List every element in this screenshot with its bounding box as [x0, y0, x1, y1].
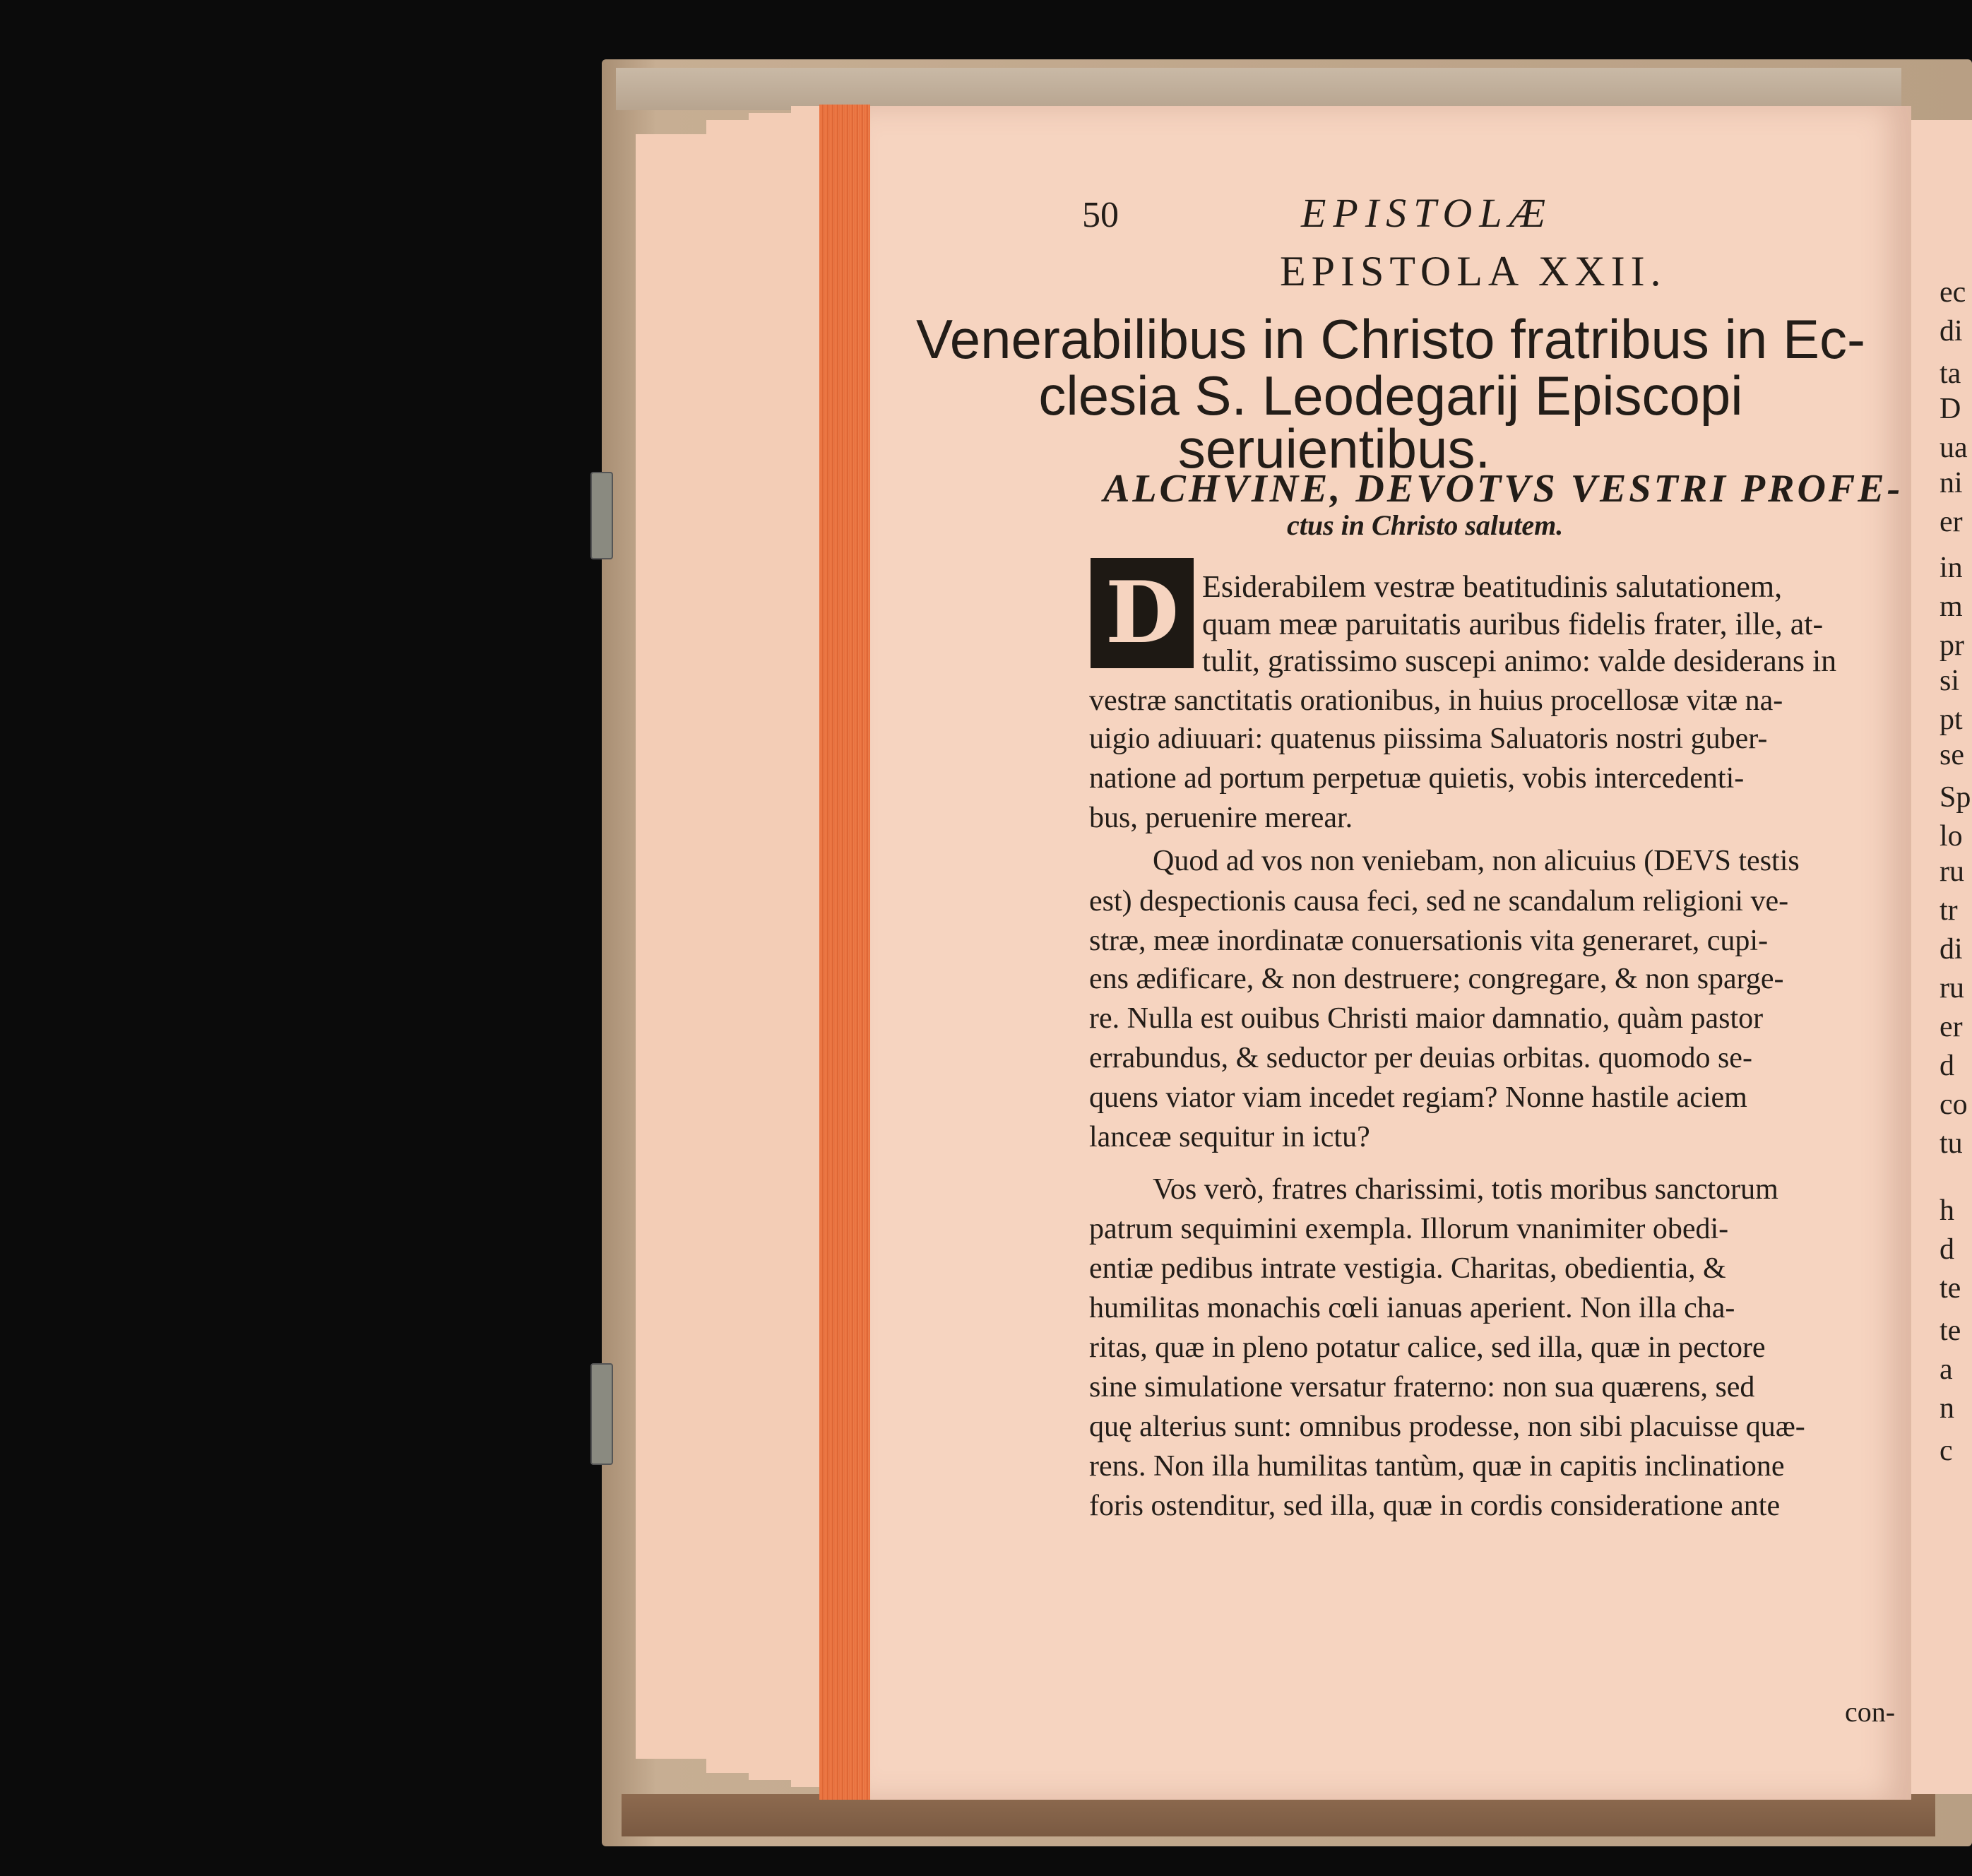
- page-edge-leaf: [636, 134, 708, 1759]
- text-line: est) despectionis causa feci, sed ne scandalum religioni ve-: [1089, 885, 1789, 918]
- text-line: quam meæ paruitatis auribus fidelis frater, ille, at-: [1202, 607, 1824, 641]
- catchword: con-: [1845, 1696, 1896, 1728]
- text-line: sine simulatione versatur fraterno: non sua quærens, sed: [1089, 1371, 1755, 1403]
- facing-page-fragment: di: [1940, 315, 1963, 348]
- facing-page-fragment: d: [1940, 1050, 1954, 1082]
- text-line: ens ædificare, & non destruere; congregare, & non sparge-: [1089, 963, 1784, 995]
- facing-page-fragment: di: [1940, 933, 1963, 966]
- facing-page-fragment: n: [1940, 1392, 1954, 1425]
- facing-page-fragment: in: [1940, 552, 1963, 584]
- facing-page-fragment: te: [1940, 1272, 1961, 1305]
- clasp-upper: [590, 472, 613, 559]
- text-line: stræ, meæ inordinatæ conuersationis vita generaret, cupi-: [1089, 925, 1769, 957]
- text-line: errabundus, & seductor per deuias orbitas. quomodo se-: [1089, 1042, 1752, 1074]
- facing-page: [1911, 120, 1972, 1794]
- address-line: Venerabilibus in Christo fratribus in Ec-: [916, 308, 1865, 370]
- text-line: quens viator viam incedet regiam? Nonne hastile aciem: [1089, 1081, 1747, 1114]
- decorated-initial: D: [1091, 558, 1194, 668]
- page-edge-leaf: [706, 120, 750, 1773]
- page-edge-leaf: [749, 113, 792, 1780]
- text-line: patrum sequimini exempla. Illorum vnanimiter obedi-: [1089, 1213, 1729, 1245]
- text-line: Quod ad vos non veniebam, non alicuius (DEVS testis: [1153, 845, 1800, 877]
- book-top-edge: [616, 68, 1901, 110]
- text-line: quę alterius sunt: omnibus prodesse, non sibi placuisse quæ-: [1089, 1411, 1805, 1443]
- text-line: Esiderabilem vestræ beatitudinis salutationem,: [1202, 569, 1783, 604]
- text-line: Vos verò, fratres charissimi, totis moribus sanctorum: [1153, 1173, 1778, 1206]
- text-line: entiæ pedibus intrate vestigia. Charitas, obedientia, &: [1089, 1252, 1726, 1285]
- facing-page-fragment: c: [1940, 1435, 1953, 1467]
- facing-page-fragment: si: [1940, 665, 1960, 697]
- salutation-line: ctus in Christo salutem.: [1287, 509, 1564, 541]
- running-head: EPISTOLÆ: [1301, 190, 1553, 236]
- facing-page-fragment: er: [1940, 1011, 1963, 1043]
- text-line: natione ad portum perpetuæ quietis, vobis intercedenti-: [1089, 762, 1745, 795]
- facing-page-fragment: ni: [1940, 467, 1963, 499]
- text-line: uigio adiuuari: quatenus piissima Saluatoris nostri guber-: [1089, 723, 1768, 755]
- facing-page-fragment: pr: [1940, 629, 1964, 662]
- text-line: ritas, quæ in pleno potatur calice, sed illa, quæ in pectore: [1089, 1331, 1766, 1364]
- facing-page-fragment: ru: [1940, 972, 1964, 1004]
- facing-page-fragment: ua: [1940, 432, 1968, 464]
- facing-page-fragment: h: [1940, 1194, 1954, 1227]
- text-line: humilitas monachis cœli ianuas aperient. Non illa cha-: [1089, 1292, 1735, 1324]
- red-fore-edge: [819, 105, 870, 1800]
- facing-page-fragment: d: [1940, 1233, 1954, 1266]
- facing-page-fragment: Sp: [1940, 781, 1971, 814]
- facing-page-fragment: ru: [1940, 855, 1964, 888]
- facing-page-fragment: co: [1940, 1088, 1968, 1121]
- facing-page-fragment: pt: [1940, 704, 1963, 736]
- facing-page-fragment: ta: [1940, 357, 1961, 390]
- address-line: clesia S. Leodegarij Episcopi: [1038, 364, 1743, 427]
- page-edge-leaf: [791, 106, 821, 1787]
- salutation-line: ALCHVINE, DEVOTVS VESTRI PROFE-: [1103, 467, 1903, 511]
- facing-page-fragment: er: [1940, 506, 1963, 538]
- text-line: vestræ sanctitatis orationibus, in huius procellosæ vitæ na-: [1089, 684, 1783, 717]
- facing-page-fragment: tr: [1940, 894, 1958, 927]
- facing-page-fragment: se: [1940, 739, 1964, 771]
- text-line: rens. Non illa humilitas tantùm, quæ in capitis inclinatione: [1089, 1450, 1785, 1483]
- facing-page-fragment: te: [1940, 1314, 1961, 1347]
- epistle-heading: EPISTOLA XXII.: [1280, 248, 1667, 295]
- text-line: foris ostenditur, sed illa, quæ in cordis consideratione ante: [1089, 1490, 1781, 1522]
- text-line: tulit, gratissimo suscepi animo: valde desiderans in: [1202, 643, 1837, 678]
- facing-page-fragment: lo: [1940, 820, 1963, 853]
- book-bottom-edge: [622, 1794, 1935, 1836]
- facing-page-fragment: m: [1940, 590, 1963, 623]
- book-page: [870, 106, 1911, 1800]
- text-line: bus, peruenire merear.: [1089, 802, 1353, 834]
- facing-page-fragment: ec: [1940, 276, 1966, 309]
- address-line: seruientibus.: [1177, 417, 1491, 480]
- facing-page-fragment: tu: [1940, 1127, 1963, 1160]
- text-line: lanceæ sequitur in ictu?: [1089, 1121, 1370, 1153]
- facing-page-fragment: a: [1940, 1353, 1953, 1386]
- text-line: re. Nulla est ouibus Christi maior damnatio, quàm pastor: [1089, 1002, 1764, 1035]
- facing-page-fragment: D: [1940, 393, 1961, 425]
- page-number: 50: [1082, 195, 1119, 235]
- clasp-lower: [590, 1363, 613, 1465]
